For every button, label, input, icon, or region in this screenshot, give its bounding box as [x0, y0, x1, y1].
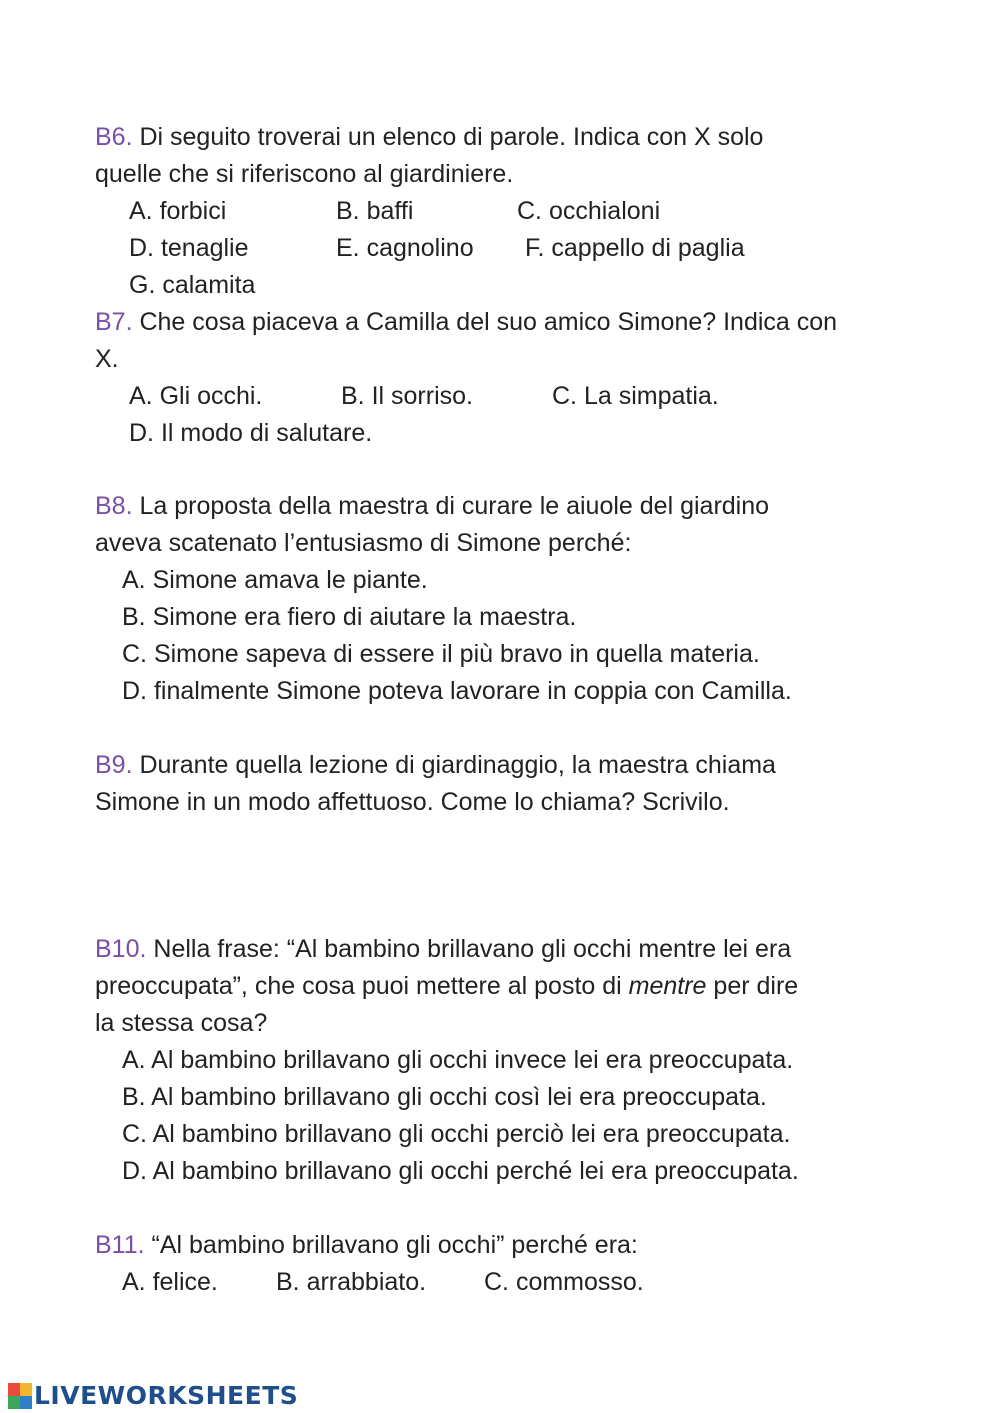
brand-name: LIVEWORKSHEETS [34, 1381, 299, 1410]
option-b6-g[interactable]: G. calamita [129, 271, 256, 299]
option-b6-d[interactable]: D. tenaglie [129, 234, 249, 262]
question-b7-line2: X. [95, 345, 119, 373]
question-b11-line1: B11. “Al bambino brillavano gli occhi” perché era: [95, 1231, 638, 1259]
question-number: B10. [95, 935, 147, 963]
question-b10-line3: la stessa cosa? [95, 1009, 268, 1037]
option-b10-a[interactable]: A. Al bambino brillavano gli occhi invece lei era preoccupata. [122, 1046, 794, 1074]
option-b6-a[interactable]: A. forbici [129, 197, 227, 225]
option-b11-a[interactable]: A. felice. [122, 1268, 218, 1296]
option-b8-d[interactable]: D. finalmente Simone poteva lavorare in coppia con Camilla. [122, 677, 792, 705]
option-b6-b[interactable]: B. baffi [336, 197, 414, 225]
question-b10-line1: B10. Nella frase: “Al bambino brillavano gli occhi mentre lei era [95, 935, 792, 963]
option-b11-b[interactable]: B. arrabbiato. [276, 1268, 427, 1296]
question-b8-line1: B8. La proposta della maestra di curare le aiuole del giardino [95, 492, 770, 520]
option-b7-a[interactable]: A. Gli occhi. [129, 382, 263, 410]
logo-mark-icon [8, 1383, 32, 1409]
option-b7-d[interactable]: D. Il modo di salutare. [129, 419, 373, 447]
option-b7-c[interactable]: C. La simpatia. [552, 382, 719, 410]
liveworksheets-logo[interactable] [8, 1381, 298, 1410]
option-b8-a[interactable]: A. Simone amava le piante. [122, 566, 428, 594]
question-number: B8. [95, 492, 133, 520]
question-b7-line1: B7. Che cosa piaceva a Camilla del suo amico Simone? Indica con [95, 308, 838, 336]
question-number: B11. [95, 1231, 145, 1259]
option-b10-c[interactable]: C. Al bambino brillavano gli occhi perciò lei era preoccupata. [122, 1120, 791, 1148]
question-number: B6. [95, 123, 133, 151]
option-b6-e[interactable]: E. cagnolino [336, 234, 474, 262]
question-b10-line2: preoccupata”, che cosa puoi mettere al posto di mentre per dire [95, 972, 799, 1000]
option-b6-f[interactable]: F. cappello di paglia [525, 234, 745, 262]
question-b8-line2: aveva scatenato l’entusiasmo di Simone perché: [95, 529, 632, 557]
question-number: B7. [95, 308, 133, 336]
option-b8-b[interactable]: B. Simone era fiero di aiutare la maestra. [122, 603, 577, 631]
question-b6-line2: quelle che si riferiscono al giardiniere. [95, 160, 514, 188]
option-b11-c[interactable]: C. commosso. [484, 1268, 644, 1296]
option-b6-c[interactable]: C. occhialoni [517, 197, 661, 225]
question-b9-line2: Simone in un modo affettuoso. Come lo chiama? Scrivilo. [95, 788, 730, 816]
question-b6-line1: B6. Di seguito troverai un elenco di parole. Indica con X solo [95, 123, 764, 151]
option-b10-d[interactable]: D. Al bambino brillavano gli occhi perché lei era preoccupata. [122, 1157, 799, 1185]
question-b9-line1: B9. Durante quella lezione di giardinaggio, la maestra chiama [95, 751, 776, 779]
question-number: B9. [95, 751, 133, 779]
option-b10-b[interactable]: B. Al bambino brillavano gli occhi così lei era preoccupata. [122, 1083, 767, 1111]
option-b8-c[interactable]: C. Simone sapeva di essere il più bravo in quella materia. [122, 640, 760, 668]
option-b7-b[interactable]: B. Il sorriso. [341, 382, 473, 410]
